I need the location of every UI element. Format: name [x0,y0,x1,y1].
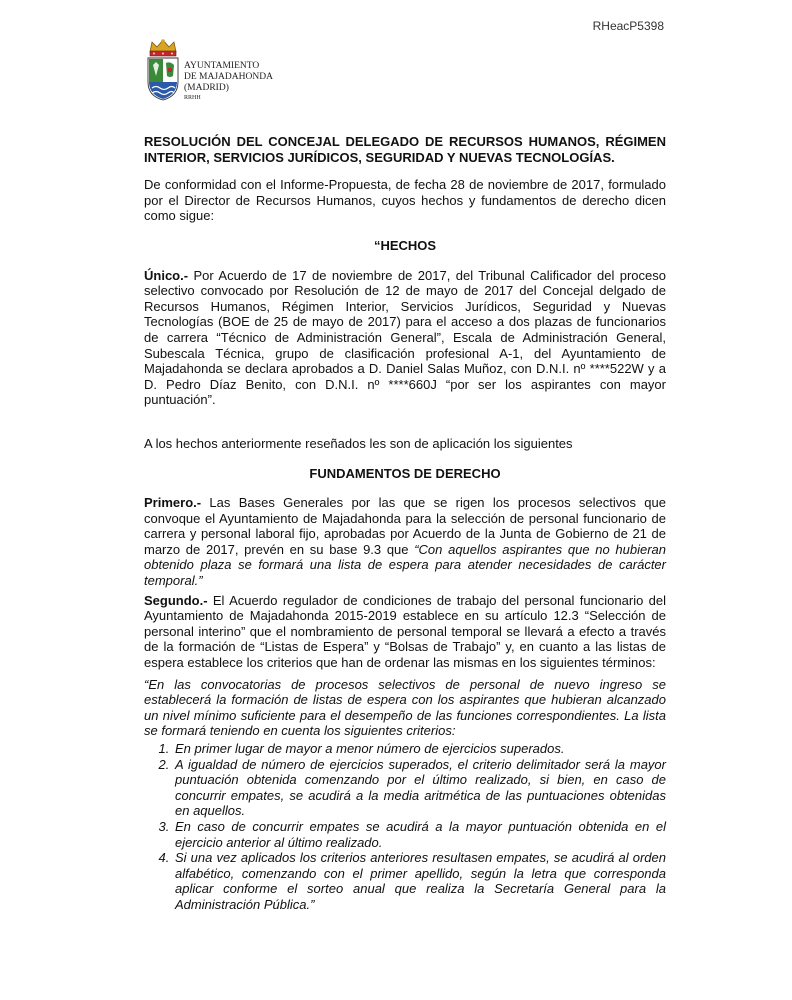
org-name-line-2: DE MAJADAHONDA [184,72,273,82]
intro-paragraph: De conformidad con el Informe-Propuesta, de fecha 28 de noviembre de 2017, formulado por el Director de Recursos Humanos, cuyos hechos y fundamentos de derecho dicen como sigue: [144,177,666,224]
organization-block [184,61,273,103]
org-department: RRHH [184,95,201,101]
criteria-list [144,741,666,913]
criteria-item-1: 1. En primer lugar de mayor a menor número de ejercicios superados. [173,741,666,757]
segundo-text: El Acuerdo regulador de condiciones de trabajo del personal funcionario del Ayuntamiento de Majadahonda 2015-2019 establece en su artículo 12.3 “Selección de personal interino” que el nombramiento de personal temporal se llevará a efecto a través de la formación de “Listas de Espera” y “Bolsas de Trabajo” y, en cuanto a las listas de espera establece los criterios que han de ordenar las mismas en los siguientes términos: [144,592,666,671]
criteria-item-3: 3. En caso de concurrir empates se acudirá a la mayor puntuación obtenida en el ejercicio anterior al último realizado. [173,819,666,850]
segundo-label: Segundo.- [144,592,208,608]
primero-text: Las Bases Generales por las que se rigen los procesos selectivos que convoque el Ayuntamiento de Majadahonda para la selección de personal funcionario de carrera y personal laboral fijo, aprobadas por Acuerdo de la Junta de Gobierno de 21 de marzo de 2017, prevén en su base 9.3 que [144,495,666,557]
criteria-item-2: 2. A igualdad de número de ejercicios superados, el criterio delimitador será la mayor puntuación obtenida comenzando por el último realizado, si bien, en caso de concurrir empates, se acudirá a la media aritmética de las puntuaciones obtenidas en aquellos. [173,757,666,819]
unico-paragraph [144,268,666,408]
org-name-line-1: AYUNTAMIENTO [184,61,260,71]
document-body [144,134,666,913]
fundamentos-heading: FUNDAMENTOS DE DERECHO [309,465,501,481]
unico-label: Único.- [144,267,189,283]
document-reference-code: RHeacP5398 [592,19,664,33]
segundo-paragraph [144,593,666,671]
coat-of-arms-logo [144,38,182,102]
quoted-regulation-intro: “En las convocatorias de procesos selectivos de personal de nuevo ingreso se establecerá la formación de listas de espera con los aspirantes que hubieran alcanzado un nivel mínimo suficiente para el desempeño de las funciones correspondientes. La lista se formará teniendo en cuenta los siguientes criterios: [144,676,666,739]
org-name-line-3: (MADRID) [184,83,229,93]
unico-text: Por Acuerdo de 17 de noviembre de 2017, del Tribunal Calificador del proceso selectivo convocado por Resolución de 12 de mayo de 2017 del Concejal delgado de Recursos Humanos, Régimen Interior, Servicios Jurídicos, Seguridad y Nuevas Tecnologías (BOE de 25 de mayo de 2017) para el acceso a dos plazas de funcionarios de carrera “Técnico de Administración General”, Escala de Administración General, Subescala Técnica, grupo de clasificación profesional A-1, del Ayuntamiento de Majadahonda se declara aprobados a D. Daniel Salas Muñoz, con D.N.I. nº ****522W y a D. Pedro Díaz Benito, con D.N.I. nº ****660J “por ser los aspirantes con mayor puntuación”. [144,267,666,408]
hechos-tail-paragraph: A los hechos anteriormente reseñados les son de aplicación los siguientes [144,435,573,451]
primero-paragraph [144,495,666,589]
hechos-heading: “HECHOS [373,237,437,253]
primero-quote: “Con aquellos aspirantes que no hubieran obtenido plaza se formará una lista de espera para atender necesidades de carácter temporal.” [144,541,666,589]
resolution-title: RESOLUCIÓN DEL CONCEJAL DELEGADO DE RECURSOS HUMANOS, RÉGIMEN INTERIOR, SERVICIOS JURÍDICOS, SEGURIDAD Y NUEVAS TECNOLOGÍAS. [144,134,666,165]
criteria-item-4: 4. Si una vez aplicados los criterios anteriores resultasen empates, se acudirá al orden alfabético, comenzando con el primer apellido, según la letra que corresponda aplicar conforme el sorteo anual que realiza la Secretaría General para la Administración Pública.” [173,850,666,912]
primero-label: Primero.- [144,495,202,511]
